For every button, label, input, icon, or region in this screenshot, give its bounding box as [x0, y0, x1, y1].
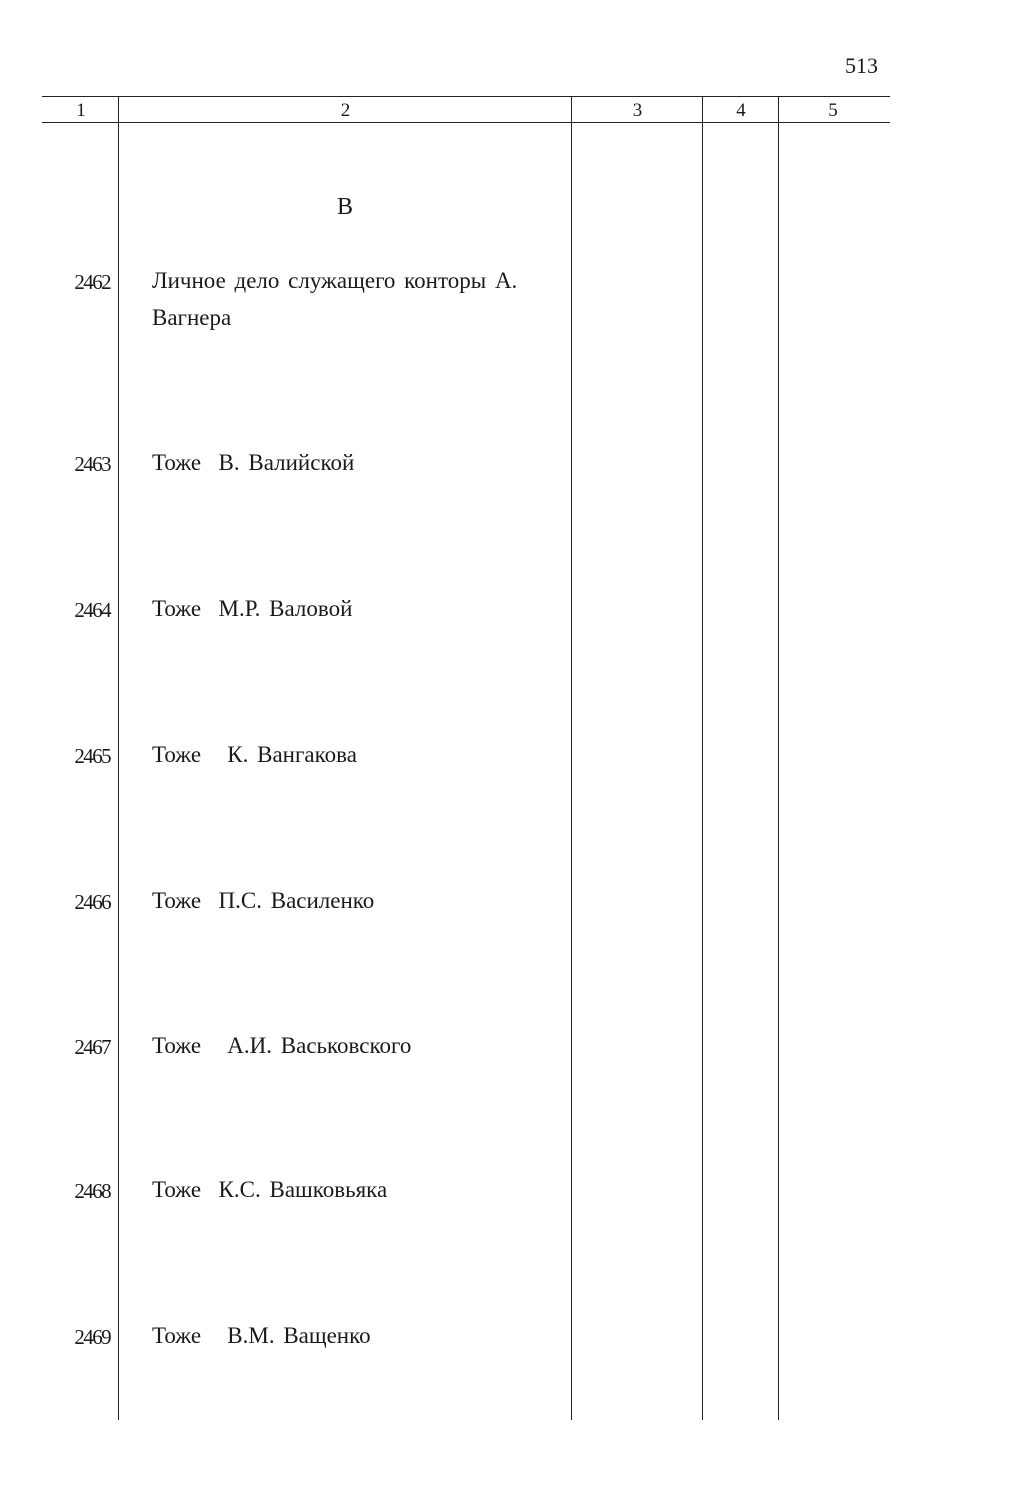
column-header: 1 [76, 100, 86, 121]
table-row-description: Личное дело служащего конторы А. Вагнера [152, 268, 527, 330]
column-divider-4 [778, 96, 779, 1420]
table-row-description: Тоже В.М. Ващенко [152, 1323, 371, 1348]
table-row-number: 2468 [74, 1179, 110, 1203]
column-header: 2 [340, 100, 351, 121]
column-divider-2 [571, 96, 572, 1420]
table-row-number: 2466 [74, 890, 110, 914]
table-row-description: Тоже К.С. Вашковьяка [152, 1177, 388, 1202]
section-letter-heading: В [336, 194, 353, 220]
column-header: 4 [736, 100, 746, 121]
table-row-number: 2464 [74, 598, 110, 622]
table-row-description: Тоже П.С. Василенко [152, 888, 375, 913]
table-top-rule [42, 96, 890, 97]
table-row-number: 2467 [74, 1035, 110, 1059]
table-header-rule [42, 122, 890, 123]
table-row-number: 2463 [74, 452, 110, 476]
table-row-number: 2469 [74, 1325, 110, 1349]
column-header: 3 [632, 100, 643, 121]
column-header: 5 [828, 100, 838, 121]
page-number: 513 [845, 53, 878, 78]
table-row-description: Тоже М.Р. Валовой [152, 596, 353, 621]
column-divider-3 [702, 96, 703, 1420]
table-row-number: 2462 [74, 270, 110, 294]
table-row-description: Тоже К. Вангакова [152, 742, 357, 767]
table-row-description: Тоже А.И. Васьковского [152, 1033, 412, 1058]
table-row-description: Тоже В. Валийской [152, 450, 355, 475]
table-row-number: 2465 [74, 744, 110, 768]
column-divider-1 [118, 96, 119, 1420]
